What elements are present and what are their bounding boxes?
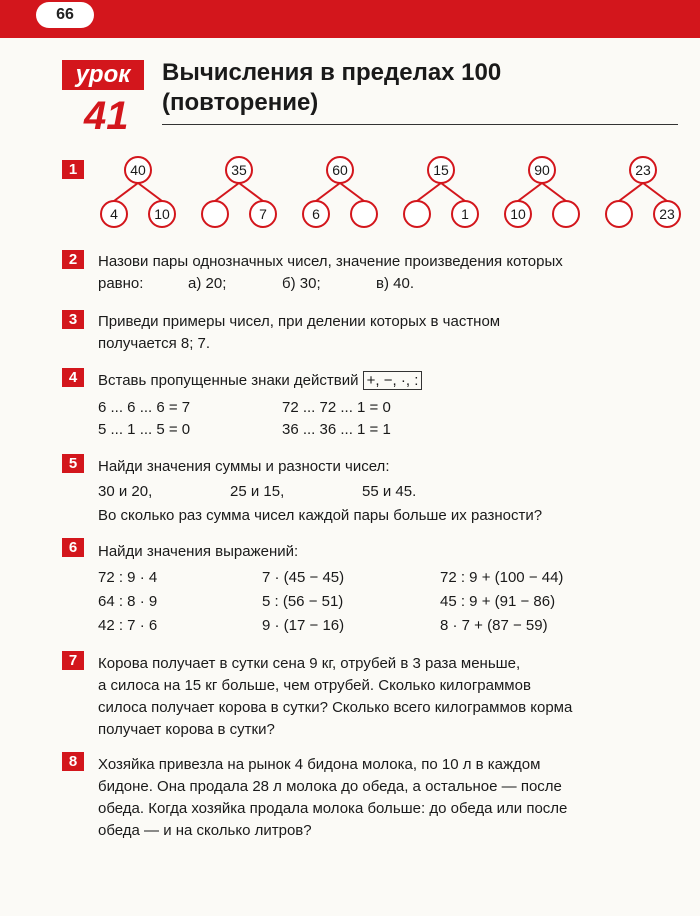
task6-intro: Найди значения выражений: (98, 543, 299, 560)
task6-col1-row3: 42 : 7 · 6 (98, 617, 158, 634)
tree-branch (316, 183, 340, 201)
task6-col3-row2: 45 : 9 + (91 − 86) (440, 593, 556, 610)
task5-pair-1: 30 и 20, (98, 483, 153, 500)
tree-branch (340, 183, 364, 201)
task-number-4: 4 (62, 368, 84, 387)
task6-col2-row2: 5 : (56 − 51) (262, 593, 344, 610)
task7-line-3: силоса получает корова в сутки? Сколько всего килограммов корма (98, 699, 573, 716)
task4-intro-text: Вставь пропущенные знаки действий (98, 372, 359, 389)
task7-line-2: а силоса на 15 кг больше, чем отрубей. Сколько килограммов (98, 677, 531, 694)
title-line-2: (повторение) (162, 89, 319, 116)
tree-branch (542, 183, 566, 201)
tree-node-value: 90 (534, 162, 550, 178)
task-number-2: 2 (62, 250, 84, 269)
task-number-7: 7 (62, 651, 84, 670)
page-title (162, 58, 662, 118)
task5-pair-2: 25 и 15, (230, 483, 285, 500)
tree-branch (643, 183, 667, 201)
task-number-5: 5 (62, 454, 84, 473)
task4-example-2: 72 ... 72 ... 1 = 0 (282, 399, 391, 416)
task4-example-3: 5 ... 1 ... 5 = 0 (98, 421, 191, 438)
tree-branch (619, 183, 643, 201)
tree-node-right (553, 201, 579, 227)
tree-branch (441, 183, 465, 201)
task8-line-2: бидоне. Она продала 28 л молока до обеда, а остальное — после (98, 778, 562, 795)
task5-question: Во сколько раз сумма чисел каждой пары больше их разности? (98, 507, 543, 524)
tree-node-value: 60 (332, 162, 348, 178)
task4-signs-box: +, −, ·, : (363, 371, 423, 390)
tree-branch (215, 183, 239, 201)
tree-node-value: 40 (130, 162, 146, 178)
task3-line1: Приведи примеры чисел, при делении которых в частном (98, 313, 501, 330)
tree-node-value: 10 (510, 206, 526, 222)
task-number-8: 8 (62, 752, 84, 771)
page-number: 66 (36, 2, 94, 28)
task4-example-1: 6 ... 6 ... 6 = 7 (98, 399, 191, 416)
task8-line-3: обеда. Когда хозяйка продала молока больше: до обеда или после (98, 800, 568, 817)
tree-branch (417, 183, 441, 201)
number-trees (92, 152, 692, 234)
tree-branch (114, 183, 138, 201)
tree-node-value: 6 (312, 206, 320, 222)
task8-line-4: обеда — и на сколько литров? (98, 822, 312, 839)
task7-line-4: получает корова в сутки? (98, 721, 275, 738)
task6-col3-row3: 8 · 7 + (87 − 59) (440, 617, 548, 634)
tree-node-value: 23 (659, 206, 675, 222)
task6-col2-row3: 9 · (17 − 16) (262, 617, 345, 634)
task4-example-4: 36 ... 36 ... 1 = 1 (282, 421, 391, 438)
task4-intro (98, 371, 422, 391)
task2-option-b: б) 30; (282, 275, 321, 292)
task2-line2-label: равно: (98, 275, 144, 292)
task-number-1: 1 (62, 160, 84, 179)
task6-col1-row1: 72 : 9 · 4 (98, 569, 158, 586)
tree-node-right (351, 201, 377, 227)
task5-pair-3: 55 и 45. (362, 483, 417, 500)
task7-line-1: Корова получает в сутки сена 9 кг, отрубей в 3 раза меньше, (98, 655, 521, 672)
task-number-6: 6 (62, 538, 84, 557)
tree-node-value: 1 (461, 206, 469, 222)
lesson-label: урок (62, 60, 144, 90)
task2-option-a: а) 20; (188, 275, 227, 292)
tree-node-value: 7 (259, 206, 267, 222)
task2-line1: Назови пары однозначных чисел, значение произведения которых (98, 253, 563, 270)
tree-node-value: 15 (433, 162, 449, 178)
task2-option-c: в) 40. (376, 275, 414, 292)
task8-line-1: Хозяйка привезла на рынок 4 бидона молока, по 10 л в каждом (98, 756, 541, 773)
task6-col1-row2: 64 : 8 · 9 (98, 593, 158, 610)
title-line-1: Вычисления в пределах 100 (162, 59, 502, 86)
tree-node-value: 4 (110, 206, 118, 222)
page-header-bar (0, 0, 700, 38)
tree-node-value: 23 (635, 162, 651, 178)
task-number-3: 3 (62, 310, 84, 329)
task3-line2: получается 8; 7. (98, 335, 211, 352)
tree-node-value: 35 (231, 162, 247, 178)
lesson-number: 41 (84, 94, 129, 138)
tree-branch (138, 183, 162, 201)
tree-node-left (404, 201, 430, 227)
tree-node-left (202, 201, 228, 227)
title-divider (162, 124, 678, 125)
tree-branch (239, 183, 263, 201)
task5-intro: Найди значения суммы и разности чисел: (98, 458, 390, 475)
tree-node-value: 10 (154, 206, 170, 222)
task6-col3-row1: 72 : 9 + (100 − 44) (440, 569, 564, 586)
tree-branch (518, 183, 542, 201)
tree-node-left (606, 201, 632, 227)
task6-col2-row1: 7 · (45 − 45) (262, 569, 345, 586)
